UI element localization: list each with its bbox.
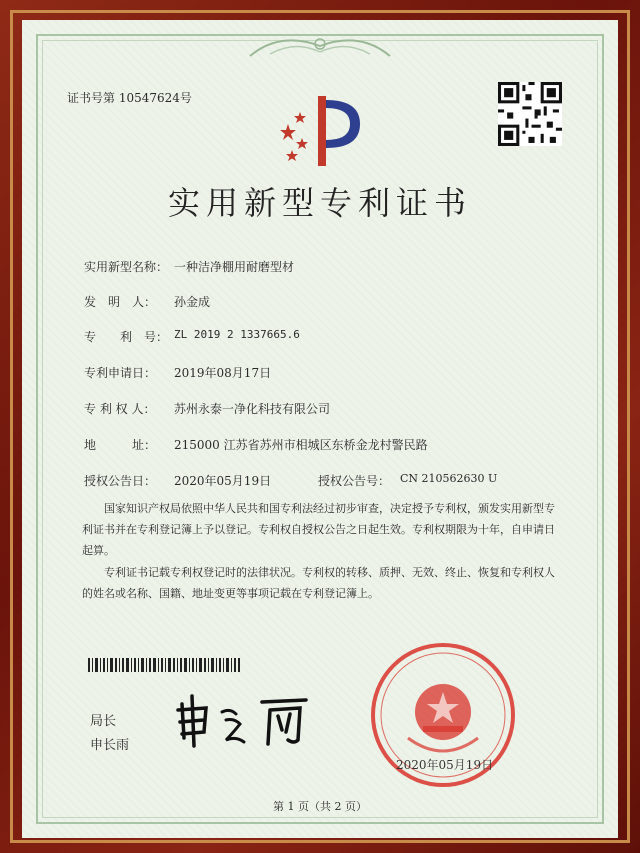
signer-name: 申长雨 <box>90 738 130 753</box>
grant-date-label: 授权公告日： <box>84 474 157 488</box>
cert-number-label: 证书号第 <box>67 91 116 105</box>
inventor-label: 发 明 人： <box>84 295 157 309</box>
name-label: 实用新型名称： <box>84 260 169 274</box>
patent-owner: 苏州永泰一净化科技有限公司 <box>174 402 331 416</box>
apply-date-label: 专利申请日： <box>84 366 157 380</box>
signature-image <box>170 690 320 750</box>
grant-number: CN 210562630 U <box>400 472 498 485</box>
legal-paragraph-1: 国家知识产权局依照中华人民共和国专利法经过初步审查，决定授予专利权，颁发实用新型专利证书并在专利登记簿上予以登记。专利权自授权公告之日起生效。专利权期限为十年，自申请日起算。 <box>82 502 555 557</box>
owner-address: 215000 江苏省苏州市相城区东桥金龙村警民路 <box>174 438 428 452</box>
top-ornament-icon <box>240 26 400 66</box>
seal-date: 2020年05月19日 <box>396 758 494 772</box>
patent-number-label: 专 利 号： <box>84 330 169 344</box>
barcode-icon <box>88 658 240 672</box>
cnipa-logo-icon <box>270 86 370 176</box>
grant-number-label: 授权公告号： <box>318 474 391 488</box>
legal-paragraph-2: 专利证书记载专利权登记时的法律状况。专利权的转移、质押、无效、终止、恢复和专利权人的姓名或名称、国籍、地址变更等事项记载在专利登记簿上。 <box>82 566 555 600</box>
utility-model-name: 一种洁净棚用耐磨型材 <box>174 260 295 274</box>
qr-code-icon <box>498 82 562 146</box>
certificate-title: 实用新型专利证书 <box>167 184 472 222</box>
owner-label: 专 利 权 人： <box>84 402 156 416</box>
signer-title: 局长 <box>90 714 117 729</box>
cert-number: 10547624号 <box>118 91 192 105</box>
grant-date: 2020年05月19日 <box>174 474 272 488</box>
page-info: 第 1 页（共 2 页） <box>273 800 367 813</box>
certificate-paper <box>22 20 618 838</box>
inventor-name: 孙金成 <box>174 295 211 309</box>
patent-number: ZL 2019 2 1337665.6 <box>174 328 300 341</box>
address-label: 地 址： <box>84 438 157 452</box>
apply-date: 2019年08月17日 <box>174 366 272 380</box>
